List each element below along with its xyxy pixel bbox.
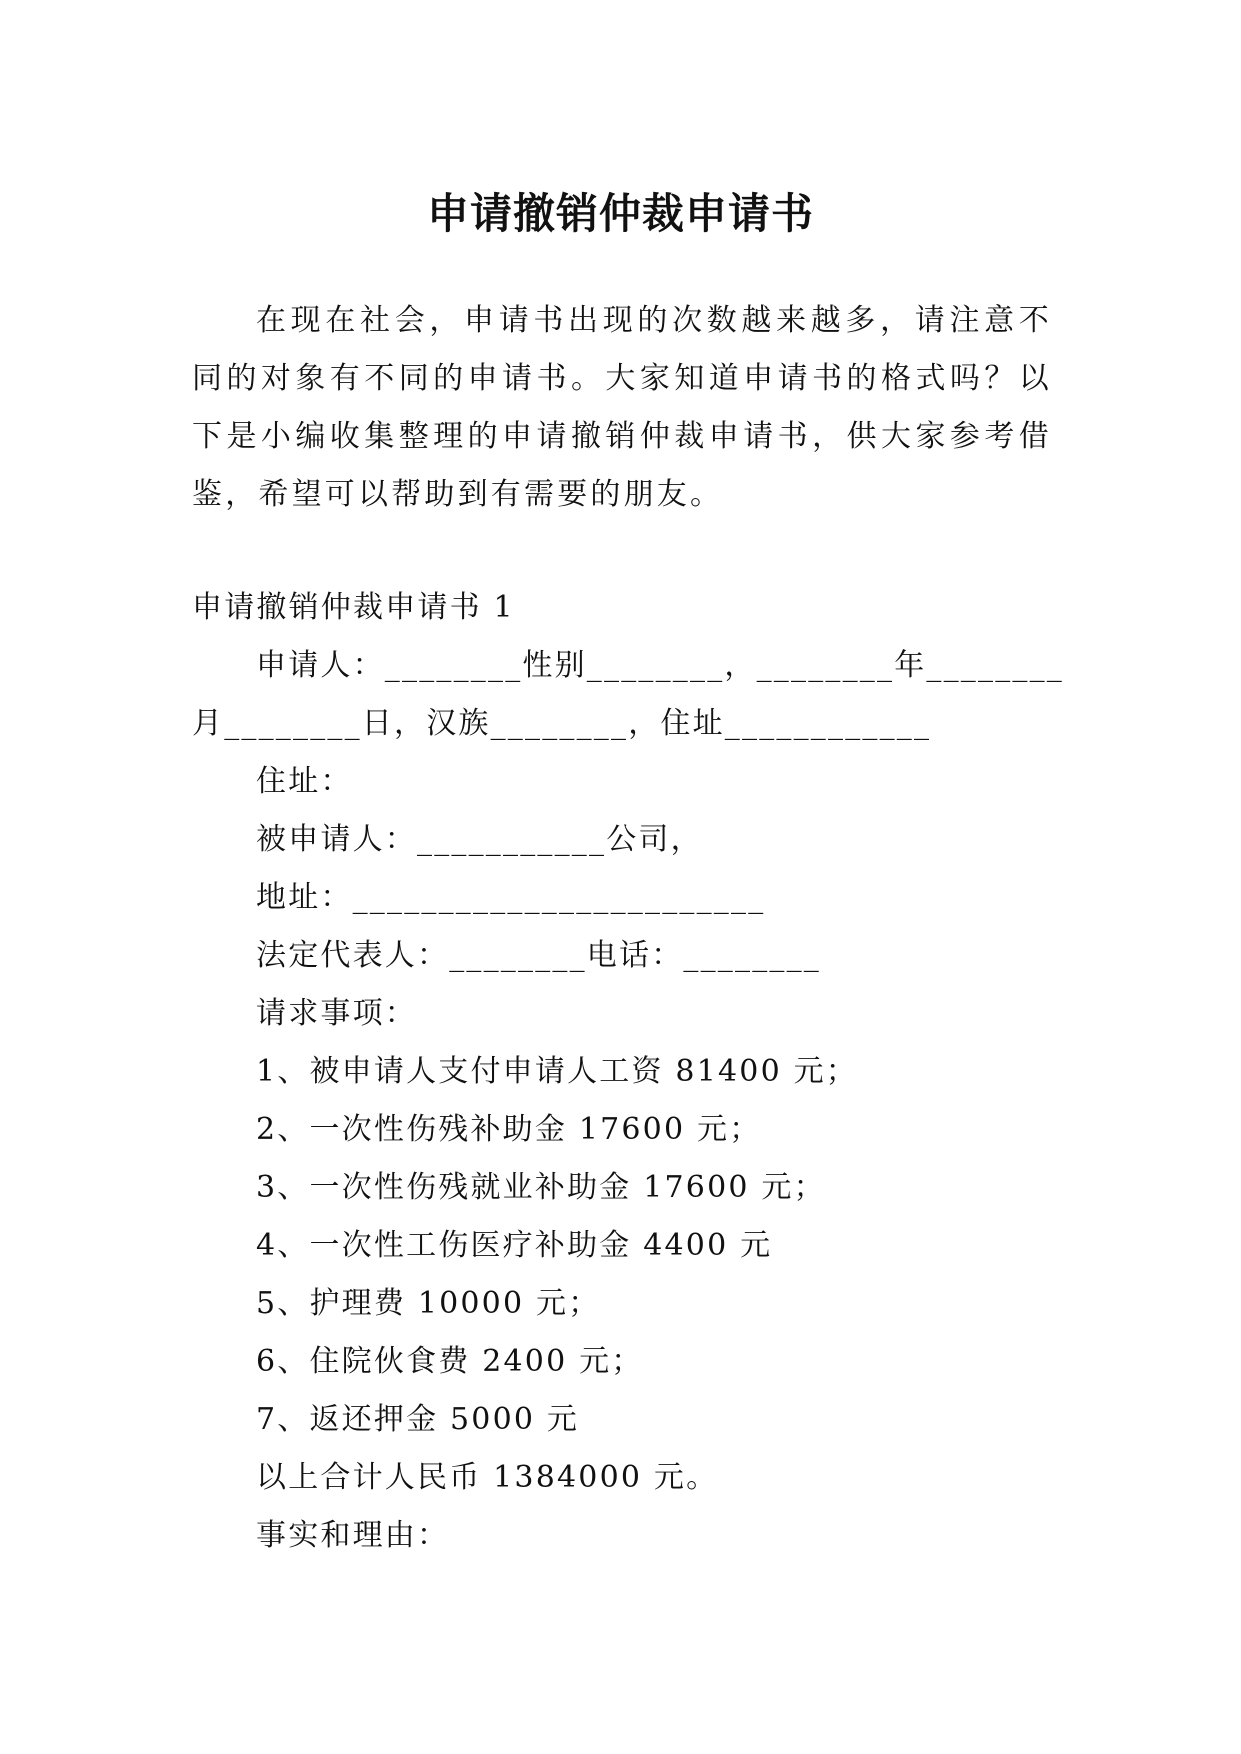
applicant-line-continued: 月________日，汉族________，住址____________ xyxy=(192,706,932,741)
claim-item: 5、护理费 10000 元； xyxy=(256,1286,601,1321)
claims-total: 以上合计人民币 1384000 元。 xyxy=(256,1460,719,1495)
section-heading: 申请撤销仲裁申请书 1 xyxy=(192,590,515,625)
address-line: 住址： xyxy=(256,764,353,799)
applicant-line: 申请人：________性别________，________年________ xyxy=(256,648,1064,683)
claim-item: 1、被申请人支付申请人工资 81400 元； xyxy=(256,1054,858,1089)
claim-item: 4、一次性工伤医疗补助金 4400 元 xyxy=(256,1228,773,1263)
respondent-address-line: 地址：________________________ xyxy=(256,880,766,915)
claim-item: 3、一次性伤残就业补助金 17600 元； xyxy=(256,1170,826,1205)
claim-item: 6、住院伙食费 2400 元； xyxy=(256,1344,644,1379)
claims-heading: 请求事项： xyxy=(256,996,417,1031)
respondent-line: 被申请人：___________公司， xyxy=(256,822,703,857)
claim-item: 2、一次性伤残补助金 17600 元； xyxy=(256,1112,762,1147)
intro-paragraph: 在现在社会，申请书出现的次数越来越多，请注意不同的对象有不同的申请书。大家知道申请书的格式吗？以下是小编收集整理的申请撤销仲裁申请书，供大家参考借鉴，希望可以帮助到有需要的朋友。 xyxy=(192,303,1052,512)
claim-item: 7、返还押金 5000 元 xyxy=(256,1402,580,1437)
legal-representative-line: 法定代表人：________电话：________ xyxy=(256,938,821,973)
document-title: 申请撤销仲裁申请书 xyxy=(426,189,814,239)
facts-heading: 事实和理由： xyxy=(256,1518,450,1553)
